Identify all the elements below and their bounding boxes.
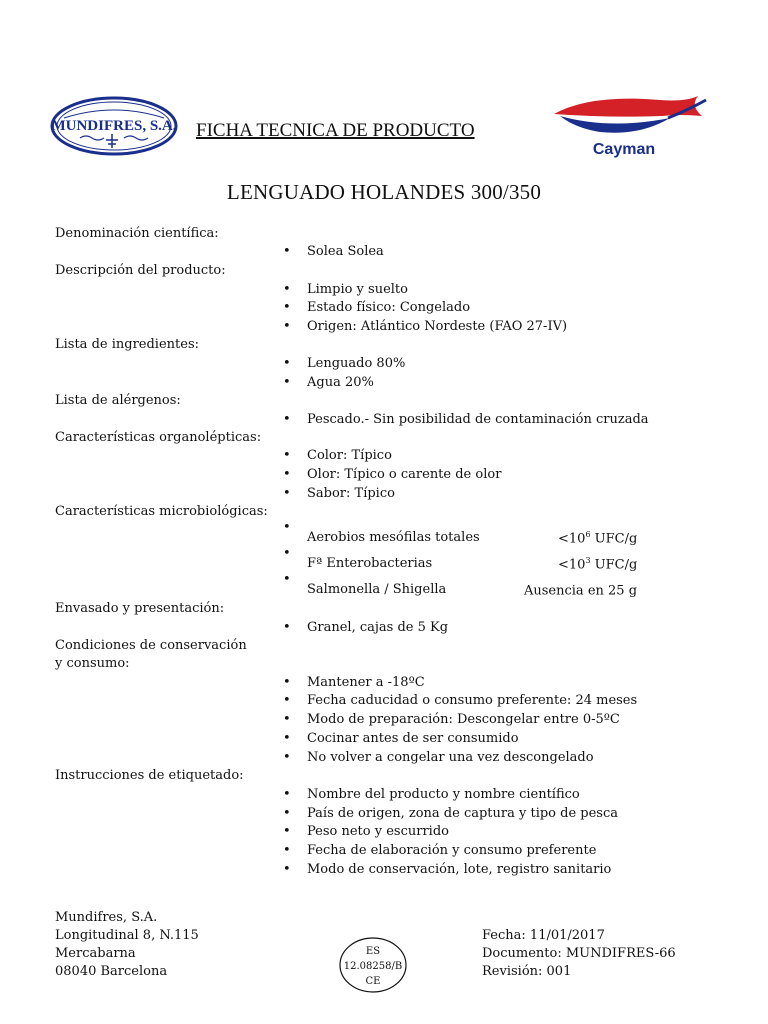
document-title: FICHA TECNICA DE PRODUCTO: [196, 120, 475, 141]
bullet-icon: •: [283, 375, 291, 390]
list-item: Modo de preparación: Descongelar entre 0-5ºC: [307, 712, 620, 727]
list-item: Sabor: Típico: [307, 486, 395, 501]
list-item: Agua 20%: [307, 375, 374, 390]
mundifres-logo-text: MUNDIFRES, S.A.: [51, 118, 177, 134]
labeling-label: Instrucciones de etiquetado:: [55, 768, 244, 783]
bullet-icon: •: [283, 448, 291, 463]
bullet-icon: •: [283, 731, 291, 746]
conservation-label-line2: y consumo:: [55, 656, 130, 671]
microbiological-label: Características microbiológicas:: [55, 504, 268, 519]
svg-text:CE: CE: [365, 976, 381, 987]
bullet-icon: •: [283, 712, 291, 727]
bullet-icon: •: [283, 750, 291, 765]
cayman-logo: [550, 92, 710, 162]
list-item: Fecha caducidad o consumo preferente: 24 meses: [307, 693, 638, 708]
bullet-icon: •: [283, 486, 291, 501]
bullet-icon: •: [283, 572, 291, 587]
micro-row-value: Ausencia en 25 g: [524, 583, 638, 599]
bullet-icon: •: [283, 862, 291, 877]
list-item: Color: Típico: [307, 448, 392, 463]
list-item: Granel, cajas de 5 Kg: [307, 620, 449, 635]
cayman-logo-text: Cayman: [592, 141, 656, 158]
list-item: Olor: Típico o carente de olor: [307, 467, 502, 482]
bullet-icon: •: [283, 244, 291, 259]
bullet-icon: •: [283, 546, 291, 561]
micro-row-name: Aerobios mesófilas totales: [307, 530, 480, 545]
list-item: Cocinar antes de ser consumido: [307, 731, 519, 746]
list-item: País de origen, zona de captura y tipo de pesca: [307, 806, 619, 821]
svg-text:12.08258/B: 12.08258/B: [343, 961, 403, 972]
list-item: Peso neto y escurrido: [307, 824, 449, 839]
list-item: No volver a congelar una vez descongelado: [307, 750, 594, 765]
list-item: Solea Solea: [307, 244, 384, 259]
bullet-icon: •: [283, 282, 291, 297]
bullet-icon: •: [283, 693, 291, 708]
list-item: Modo de conservación, lote, registro sanitario: [307, 862, 612, 877]
list-item: Estado físico: Congelado: [307, 300, 471, 315]
bullet-icon: •: [283, 300, 291, 315]
footer-document: Documento: MUNDIFRES-66: [482, 946, 676, 961]
packaging-label: Envasado y presentación:: [55, 601, 225, 616]
bullet-icon: •: [283, 806, 291, 821]
micro-row-name: Fª Enterobacterias: [307, 556, 433, 571]
bullet-icon: •: [283, 824, 291, 839]
conservation-label-line1: Condiciones de conservación: [55, 638, 247, 653]
bullet-icon: •: [283, 319, 291, 334]
list-item: Fecha de elaboración y consumo preferente: [307, 843, 597, 858]
bullet-icon: •: [283, 675, 291, 690]
bullet-icon: •: [283, 787, 291, 802]
bullet-icon: •: [283, 356, 291, 371]
bullet-icon: •: [283, 620, 291, 635]
footer-company-name: Mundifres, S.A.: [55, 910, 158, 925]
bullet-icon: •: [283, 412, 291, 427]
product-title: LENGUADO HOLANDES 300/350: [226, 180, 542, 204]
organoleptic-label: Características organolépticas:: [55, 430, 262, 445]
list-item: Limpio y suelto: [307, 282, 408, 297]
health-mark-stamp: [338, 936, 408, 994]
footer-date: Fecha: 11/01/2017: [482, 928, 605, 943]
bullet-icon: •: [283, 843, 291, 858]
mundifres-logo: [50, 96, 178, 156]
list-item: Nombre del producto y nombre científico: [307, 787, 580, 802]
micro-row-value: $<10^3$ UFC/g: [558, 556, 638, 573]
footer-address: Longitudinal 8, N.115: [55, 928, 199, 943]
svg-text:ES: ES: [365, 946, 381, 957]
description-label: Descripción del producto:: [55, 263, 226, 278]
list-item: Origen: Atlántico Nordeste (FAO 27-IV): [307, 319, 568, 334]
micro-row-value: $<10^6$ UFC/g: [558, 530, 638, 547]
bullet-icon: •: [283, 520, 291, 535]
bullet-icon: •: [283, 467, 291, 482]
footer-market: Mercabarna: [55, 946, 136, 961]
list-item: Lenguado 80%: [307, 356, 406, 371]
allergens-label: Lista de alérgenos:: [55, 393, 181, 408]
list-item: Mantener a -18ºC: [307, 675, 425, 690]
ingredients-label: Lista de ingredientes:: [55, 337, 199, 352]
list-item: Pescado.- Sin posibilidad de contaminación cruzada: [307, 412, 649, 427]
footer-city: 08040 Barcelona: [55, 964, 168, 979]
micro-row-name: Salmonella / Shigella: [307, 582, 447, 597]
scientific-name-label: Denominación científica:: [55, 226, 219, 241]
footer-revision: Revisión: 001: [482, 964, 572, 979]
